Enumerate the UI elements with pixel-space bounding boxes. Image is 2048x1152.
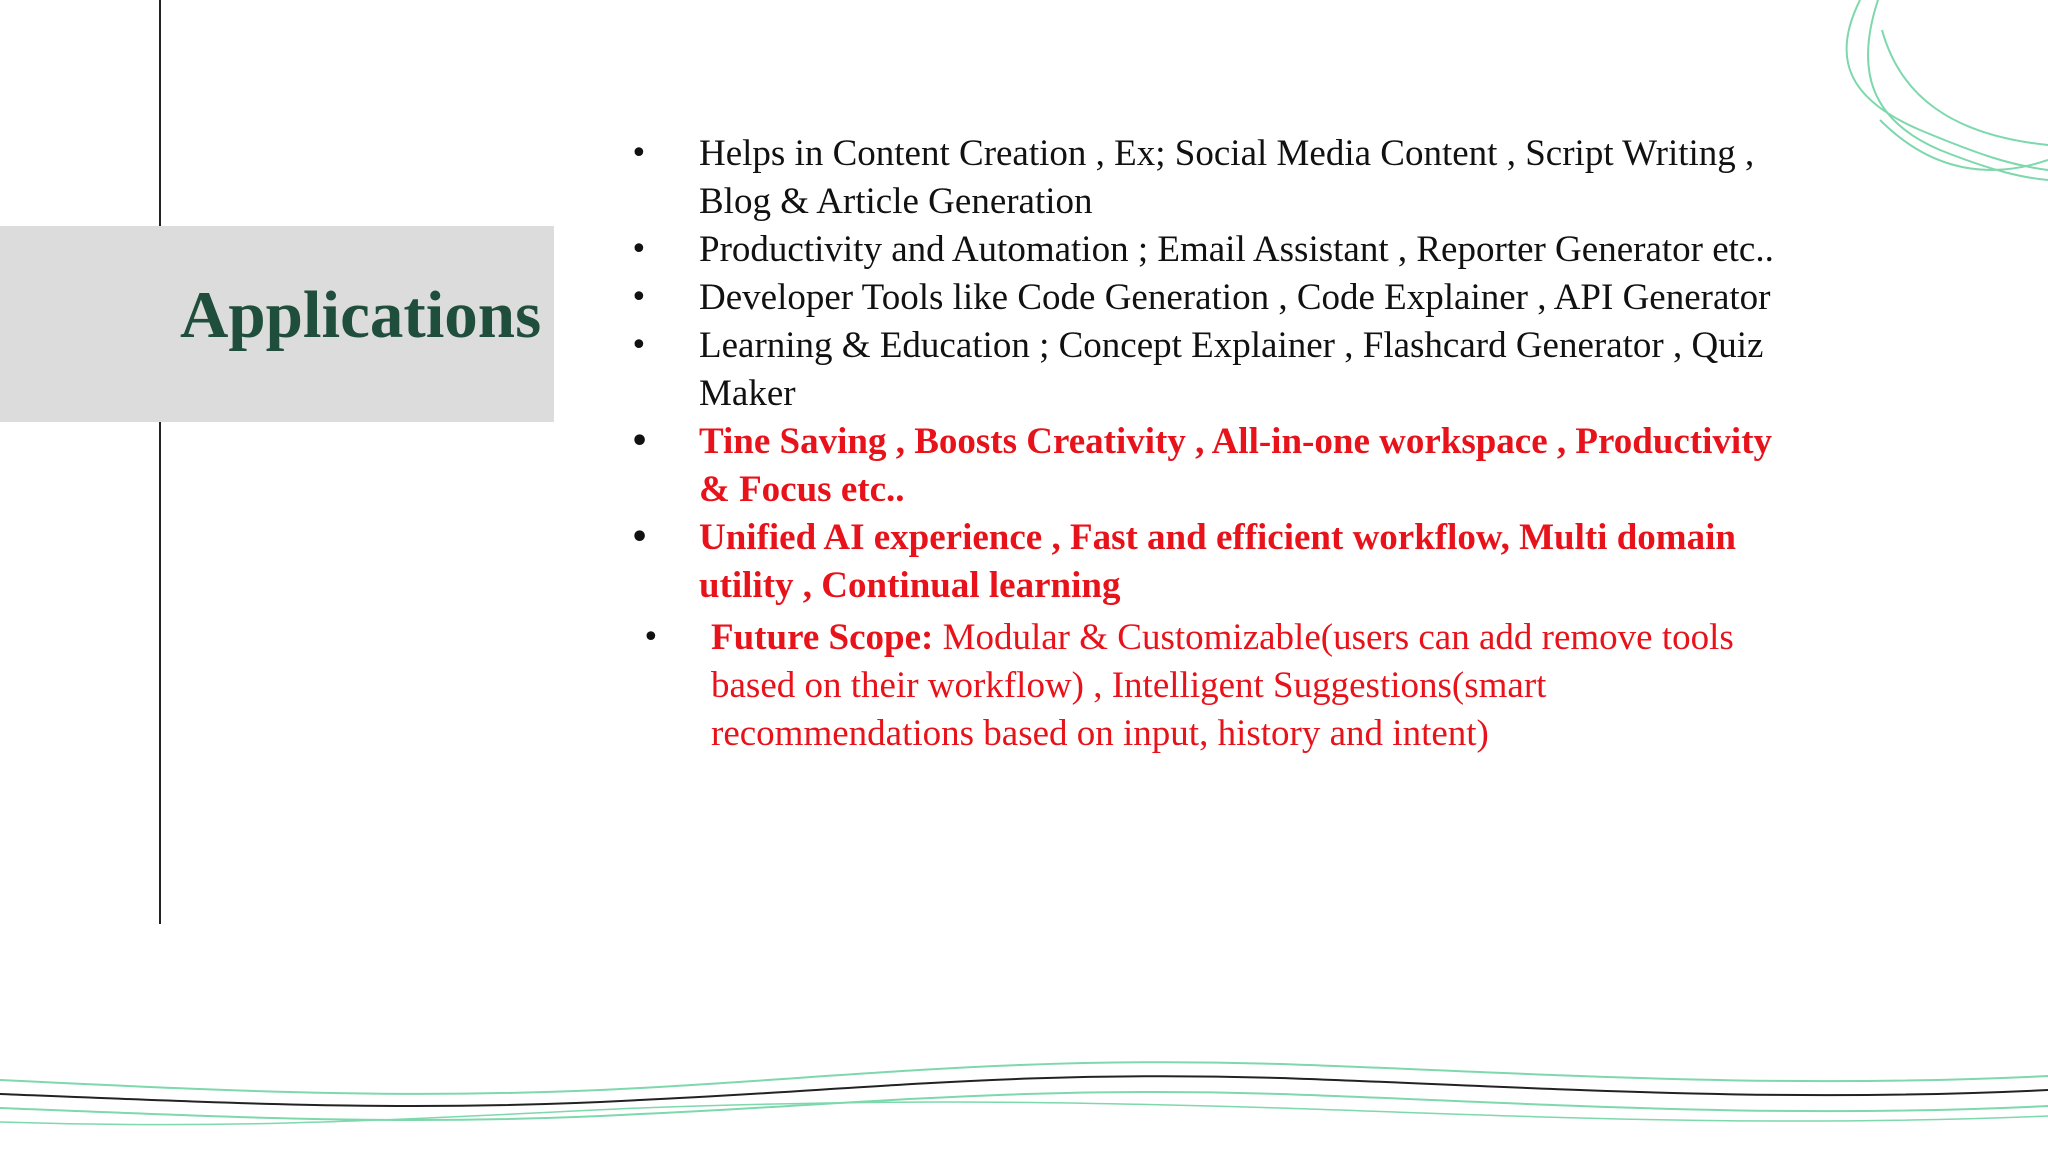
- bullet-text: Productivity and Automation ; Email Assistant , Reporter Generator etc..: [699, 229, 1774, 270]
- bullet-text: Developer Tools like Code Generation , Code Explainer , API Generator: [699, 277, 1771, 318]
- bullet-text: Learning & Education ; Concept Explainer , Flashcard Generator , Quiz Maker: [699, 325, 1764, 414]
- bullet-item: [630, 322, 1780, 418]
- bullet-text: Helps in Content Creation , Ex; Social Media Content , Script Writing , Blog & Article Generation: [699, 133, 1755, 222]
- bullet-dot-icon: •: [630, 136, 648, 171]
- bullet-item: [630, 274, 1780, 322]
- bullet-text: Tine Saving , Boosts Creativity , All-in-one workspace , Productivity & Focus etc..: [699, 421, 1773, 510]
- bottom-wave-green-2: [0, 1092, 2048, 1120]
- bullet-dot-icon: •: [630, 520, 650, 555]
- page-title: Applications: [180, 278, 542, 352]
- bullet-dot-icon: •: [630, 424, 650, 459]
- vertical-divider: [159, 0, 161, 924]
- bullet-item: [630, 226, 1780, 274]
- bullet-item-future-scope: [642, 614, 1780, 758]
- bullet-list: [630, 130, 1780, 758]
- bullet-text: Unified AI experience , Fast and efficient workflow, Multi domain utility , Continual learning: [699, 517, 1736, 606]
- bullet-item-highlight: [630, 514, 1780, 610]
- corner-curve-3: [1880, 120, 2048, 170]
- corner-curve-2: [1868, 0, 2048, 180]
- bullet-item-highlight: [630, 418, 1780, 514]
- future-scope-label: Future Scope:: [711, 617, 934, 658]
- bullet-dot-icon: •: [630, 328, 648, 363]
- bottom-wave-black: [0, 1076, 2048, 1106]
- bullet-dot-icon: •: [630, 280, 648, 315]
- bullet-dot-icon: •: [630, 232, 648, 267]
- bullet-dot-icon: •: [642, 620, 660, 655]
- corner-curve-4: [1882, 30, 2048, 145]
- bullet-item: [630, 130, 1780, 226]
- corner-curve-1: [1847, 0, 2048, 170]
- future-scope-text: Modular & Customizable(users can add remove tools based on their workflow) , Intelligent Suggestions(smart recommendations based on input, history and intent): [711, 617, 1734, 754]
- bottom-wave-green-3: [0, 1102, 2048, 1125]
- bottom-wave-green-1: [0, 1062, 2048, 1094]
